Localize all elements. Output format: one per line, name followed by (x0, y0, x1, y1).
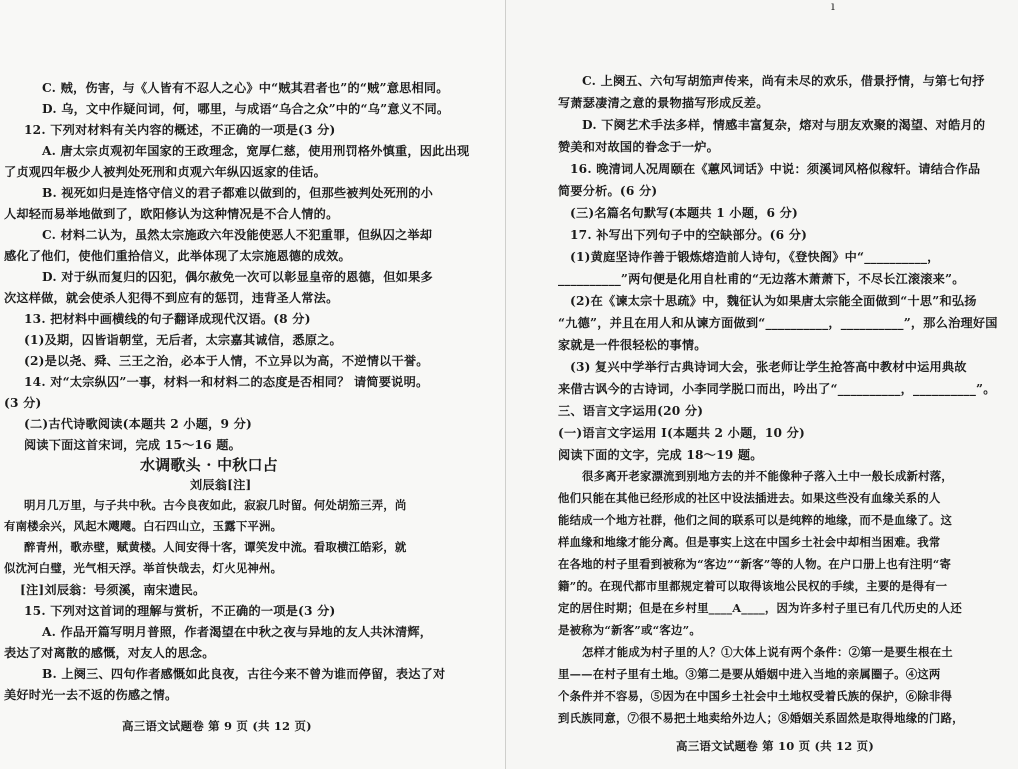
text-line: B. 上阕三、四句作者感慨如此良夜，古往今来不曾为谁而停留，表达了对 (42, 667, 446, 681)
text-line: 15. 下列对这首词的理解与赏析，不正确的一项是(3 分) (24, 604, 336, 618)
text-line: B. 视死如归是连恪守信义的君子都难以做到的，但那些被判处死刑的小 (42, 186, 434, 200)
text-line: 三、语言文字运用(20 分) (558, 404, 704, 418)
text-line: 里——在村子里有土地。③第二是要从婚姻中进入当地的亲属圈子。④这两 (558, 667, 941, 681)
text-line: 个条件并不容易，⑤因为在中国乡土社会中土地权受着氏族的保护，⑥除非得 (558, 689, 953, 703)
text-line: 阅读下面的文字，完成 18～19 题。 (558, 448, 763, 462)
text-line: (一)语言文字运用 Ⅰ(本题共 2 小题，10 分) (558, 426, 806, 440)
text-line: __________”两句便是化用自杜甫的“无边落木萧萧下，不尽长江滚滚来”。 (558, 272, 965, 286)
text-line: (2)在《谏太宗十思疏》中，魏征认为如果唐太宗能全面做到“十思”和弘扬 (570, 294, 977, 308)
text-line: 人却轻而易举地做到了，欧阳修认为这种情况是不合人情的。 (4, 207, 339, 221)
text-line: 家就是一件很轻松的事情。 (558, 338, 707, 352)
text-line: 怎样才能成为村子里的人？①大体上说有两个条件：②第一是要生根在土 (582, 645, 953, 659)
text-line: C. 材料二认为，虽然太宗施政六年没能使恶人不犯重罪，但纵囚之举却 (42, 228, 433, 242)
text-line: 籍”的。在现代都市里都规定着可以取得该地公民权的手续，主要的是得有一 (558, 579, 948, 593)
text-line: 了贞观四年极少人被判处死刑和贞观六年纵囚返家的佳话。 (4, 165, 327, 179)
text-line: [注]刘辰翁：号须溪，南宋遗民。 (20, 583, 206, 597)
text-line: (3 分) (4, 396, 42, 410)
text-line: 写萧瑟凄清之意的景物描写形成反差。 (558, 96, 769, 110)
text-line: (3) 复兴中学举行古典诗词大会，张老师让学生抢答高中教材中运用典故 (570, 360, 967, 374)
text-line: 14. 对“太宗纵囚”一事，材料一和材料二的态度是否相同？ 请简要说明。 (24, 375, 429, 389)
text-line: (三)名篇名句默写(本题共 1 小题，6 分) (570, 206, 798, 220)
text-line: 16. 晚清词人况周颐在《蕙风词话》中说：须溪词风格似稼轩。请结合作品 (570, 162, 981, 176)
text-line: 次这样做，就会使杀人犯得不到应有的惩罚，违背圣人常法。 (4, 291, 339, 305)
text-line: C. 贼，伤害，与《人皆有不忍人之心》中“贼其君者也”的“贼”意思相同。 (42, 81, 449, 95)
text-line: D. 对于纵而复归的囚犯，偶尔赦免一次可以彰显皇帝的恩德，但如果多 (42, 270, 433, 284)
poem-author: 刘辰翁[注] (190, 478, 252, 492)
text-line: 阅读下面这首宋词，完成 15～16 题。 (24, 438, 242, 452)
text-line: D. 乌，文中作疑问词，何，哪里，与成语“乌合之众”中的“乌”意义不同。 (42, 102, 450, 116)
poem-line: 明月几万里，与子共中秋。古今良夜如此，寂寂几时留。何处胡笳三弄，尚 (24, 498, 407, 512)
text-line: 美好时光一去不返的伤感之情。 (4, 688, 178, 702)
text-line: 感化了他们，使他们重拾信义，此举体现了太宗施恩德的成效。 (4, 249, 351, 263)
text-line: 13. 把材料中画横线的句子翻译成现代汉语。(8 分) (24, 312, 311, 326)
poem-line: 似沈河白璧，光气相天浮。举首快哉去，灯火见神州。 (4, 561, 283, 575)
text-line: 他们只能在其他已经形成的社区中设法插进去。如果这些没有血缘关系的人 (558, 491, 941, 505)
text-line: 是被称为“新客”或“客边”。 (558, 623, 701, 637)
text-line: 17. 补写出下列句子中的空缺部分。(6 分) (570, 228, 808, 242)
page-9 (0, 0, 506, 769)
text-line: C. 上阕五、六句写胡笳声传来，尚有未尽的欢乐，借景抒情，与第七句抒 (582, 74, 985, 88)
text-line: (1)及期，囚皆诣朝堂，无后者，太宗嘉其诚信，悉原之。 (24, 333, 342, 347)
page-10 (506, 0, 1018, 769)
text-line: 表达了对离散的感慨，对友人的思念。 (4, 646, 215, 660)
text-line: 很多离开老家漂流到别地方去的并不能像种子落入土中一般长成新村落， (582, 469, 953, 483)
text-line: 来借古讽今的古诗词，小李同学脱口而出，吟出了“__________，__________”。 (558, 382, 996, 396)
text-line: A. 作品开篇写明月普照，作者渴望在中秋之夜与异地的友人共沐清辉， (42, 625, 433, 639)
text-line: D. 下阕艺术手法多样，情感丰富复杂，熔对与朋友欢聚的渴望、对皓月的 (582, 118, 986, 132)
page-footer: 高三语文试题卷 第 10 页 (共 12 页) (676, 739, 875, 753)
text-line: A. 唐太宗贞观初年国家的王政理念，宽厚仁慈，使用刑罚格外慎重，因此出现 (42, 144, 470, 158)
text-line: 能结成一个地方社群，他们之间的联系可以是纯粹的地缘，而不是血缘了。这 (558, 513, 953, 527)
text-line: 简要分析。(6 分) (558, 184, 658, 198)
text-line: (1)黄庭坚诗作善于锻炼熔造前人诗句，《登快阁》中“__________， (570, 250, 940, 264)
text-line: 12. 下列对材料有关内容的概述，不正确的一项是(3 分) (24, 123, 336, 137)
text-line: 在各地的村子里看到被称为“客边”“新客”等的人物。在户口册上也有注明“寄 (558, 557, 952, 571)
text-line: (2)是以尧、舜、三王之治，必本于人情，不立异以为高，不逆情以干誉。 (24, 354, 429, 368)
text-line: (二)古代诗歌阅读(本题共 2 小题，9 分) (24, 417, 252, 431)
text-line: 赞美和对故国的眷念于一炉。 (558, 140, 720, 154)
poem-line: 醉青州，歌赤壁，赋黄楼。人间安得十客，谭笑发中流。看取横江皓彩，就 (24, 540, 407, 554)
text-line: 定的居住时期；但是在乡村里____A____，因为许多村子里已有几代历史的人还 (558, 601, 962, 615)
text-line: 到氏族同意，⑦很不易把土地卖给外边人；⑧婚姻关系固然是取得地缘的门路， (558, 711, 964, 725)
text-line: “九德”，并且在用人和从谏方面做到“__________，__________”，那么治理好国 (558, 316, 998, 330)
poem-line: 有南楼余兴，风起木飕飕。白石四山立，玉露下平洲。 (4, 519, 283, 533)
page-footer: 高三语文试题卷 第 9 页 (共 12 页) (122, 719, 312, 733)
poem-title: 水调歌头 · 中秋口占 (140, 456, 278, 474)
scan-mark: ı (831, 0, 835, 13)
text-line: 样血缘和地缘才能分离。但是事实上这在中国乡土社会中却相当困难。我常 (558, 535, 941, 549)
